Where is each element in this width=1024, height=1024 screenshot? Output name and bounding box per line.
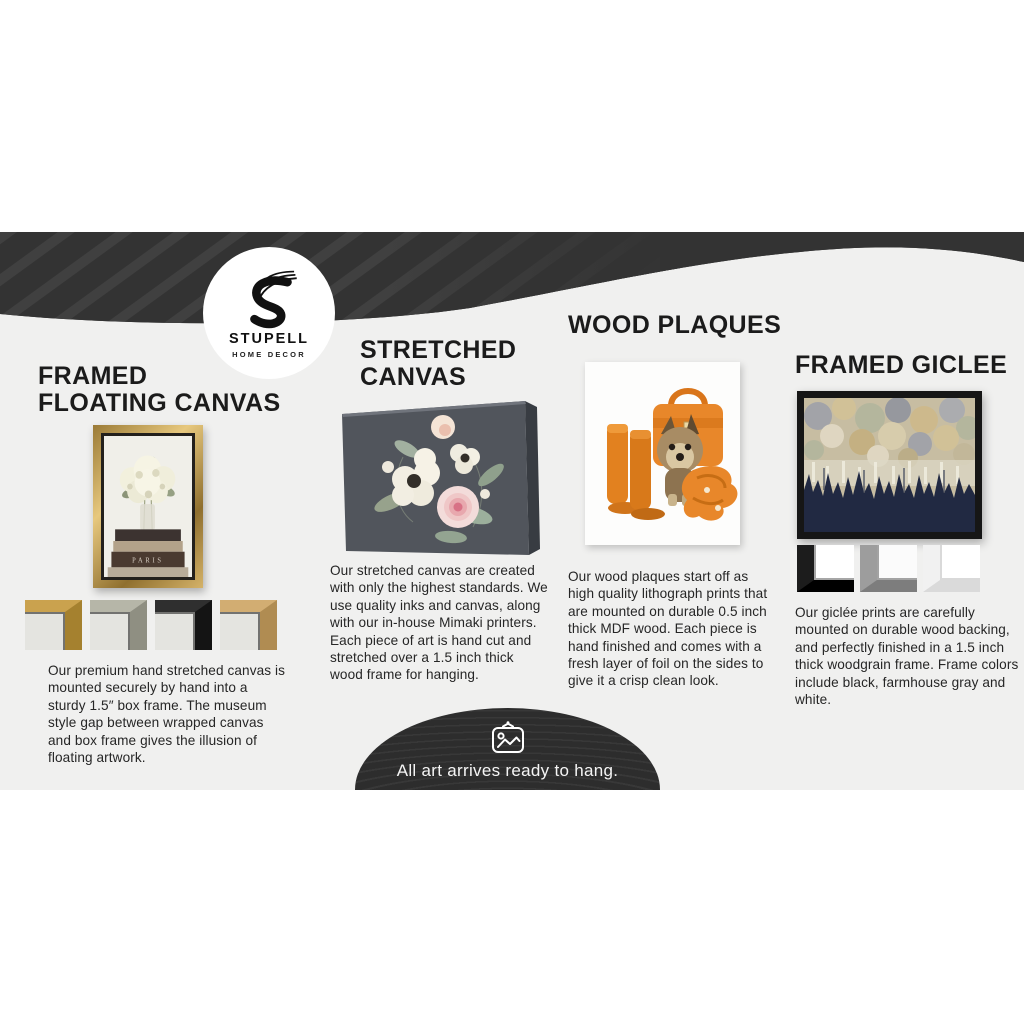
brand-name: STUPELL — [228, 331, 310, 347]
title-wood-plaques — [568, 312, 781, 339]
wood-plaque-artwork — [585, 362, 740, 545]
frame-swatch-gold — [25, 600, 82, 650]
description-framed-floating-canvas: Our premium hand stretched canvas is mounted securely by hand into a sturdy 1.5″ box frame. The museum style gap between wrapped canvas and box frame gives the illusion of floating artwork. — [48, 663, 286, 766]
description-wood-plaques: Our wood plaques start off as high quality lithograph prints that are mounted on durable 0.5 inch thick MDF wood. Each piece is hand finished and comes with a fresh layer of foil on the sides to give it a crisp clean look. — [568, 569, 768, 689]
frame-swatch-light-gold — [220, 600, 277, 650]
title-stretched-canvas — [360, 337, 516, 391]
swatch-frame-corner — [90, 600, 147, 650]
stupell-s-logo-icon — [236, 267, 302, 329]
swatch-frame-corner — [155, 600, 212, 650]
frame-swatch-pewter — [90, 600, 147, 650]
title-line: FRAMED GICLEE — [795, 351, 1008, 379]
description-framed-giclee: Our giclée prints are carefully mounted on durable wood backing, and perfectly finished in a 1.5 inch thick woodgrain frame. Frame colors include black, farmhouse gray and white. — [795, 605, 1019, 708]
swatch-frame-corner — [797, 545, 854, 592]
title-line: STRETCHED — [360, 336, 517, 364]
title-line: CANVAS — [360, 363, 467, 391]
brand-tagline: HOME DECOR — [232, 350, 306, 359]
hydrangea-painting-image — [104, 436, 192, 577]
swatch-frame-corner — [220, 600, 277, 650]
hydrangea-painting — [104, 436, 192, 577]
title-line: FRAMED — [38, 362, 148, 390]
giclee-frame-swatch-farmhouse-gray — [860, 545, 917, 592]
plaque-illustration — [585, 362, 740, 545]
book-spine-text: PARIS — [132, 557, 164, 565]
framed-giclee-artwork — [797, 391, 982, 539]
description-stretched-canvas: Our stretched canvas are created with only the highest standards. We use quality inks and canvas, along with our in-house Mimaki printers. Each piece of art is hand cut and stretched over a 1.5 inch thick wood frame for hanging. — [330, 563, 548, 683]
floating-frame-gap — [101, 433, 195, 580]
giclee-frame-swatch-white — [923, 545, 980, 592]
swatch-frame-corner — [923, 545, 980, 592]
stretched-canvas-artwork — [333, 397, 547, 562]
floating-canvas-artwork — [93, 425, 203, 588]
title-framed-giclee — [795, 352, 1007, 379]
giclee-frame-swatch-black — [797, 545, 854, 592]
swatch-frame-corner — [860, 545, 917, 592]
abstract-painting — [804, 398, 975, 532]
framed-picture-icon — [486, 720, 530, 758]
swatch-frame-corner — [25, 600, 82, 650]
header-band — [0, 232, 1024, 332]
brand-badge — [203, 247, 335, 379]
frame-swatch-black — [155, 600, 212, 650]
rose-flower — [437, 486, 479, 528]
footer-message: All art arrives ready to hang. — [396, 761, 619, 780]
title-line: WOOD PLAQUES — [568, 311, 782, 339]
title-line: FLOATING CANVAS — [38, 389, 281, 417]
